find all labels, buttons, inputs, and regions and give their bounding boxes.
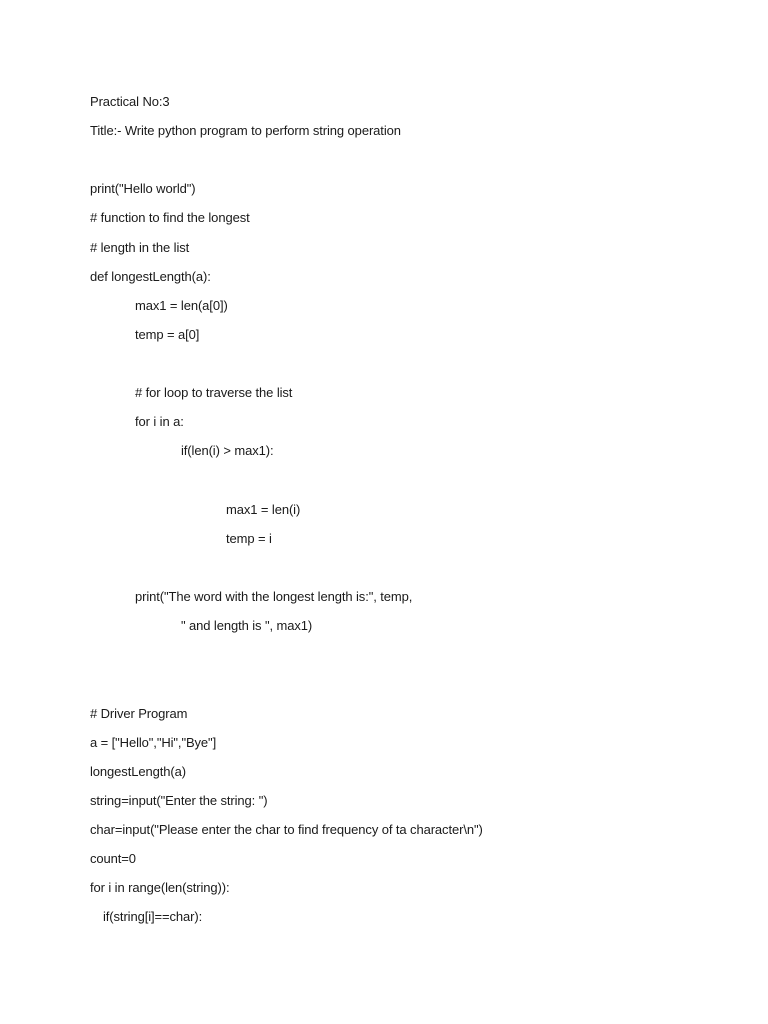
code-line: for i in a: (135, 414, 184, 429)
code-comment: # length in the list (90, 240, 190, 255)
code-line: a = ["Hello","Hi","Bye"] (90, 735, 217, 750)
code-line: max1 = len(a[0]) (135, 298, 228, 313)
code-line: print("The word with the longest length is:", temp, (135, 589, 413, 604)
code-line: if(string[i]==char): (103, 909, 203, 924)
code-line: if(len(i) > max1): (181, 443, 274, 458)
code-comment: # Driver Program (90, 706, 188, 721)
practical-number: Practical No:3 (90, 94, 170, 109)
code-line: temp = i (226, 531, 272, 546)
code-comment: # function to find the longest (90, 210, 250, 225)
code-line: char=input("Please enter the char to find frequency of ta character\n") (90, 822, 483, 837)
code-line: def longestLength(a): (90, 269, 211, 284)
code-line: string=input("Enter the string: ") (90, 793, 268, 808)
code-line: for i in range(len(string)): (90, 880, 230, 895)
code-line: " and length is ", max1) (181, 618, 313, 633)
code-line: print("Hello world") (90, 181, 196, 196)
code-line: count=0 (90, 851, 136, 866)
code-comment: # for loop to traverse the list (135, 385, 293, 400)
code-line: longestLength(a) (90, 764, 186, 779)
document-title: Title:- Write python program to perform string operation (90, 123, 401, 138)
code-line: max1 = len(i) (226, 502, 301, 517)
code-line: temp = a[0] (135, 327, 200, 342)
